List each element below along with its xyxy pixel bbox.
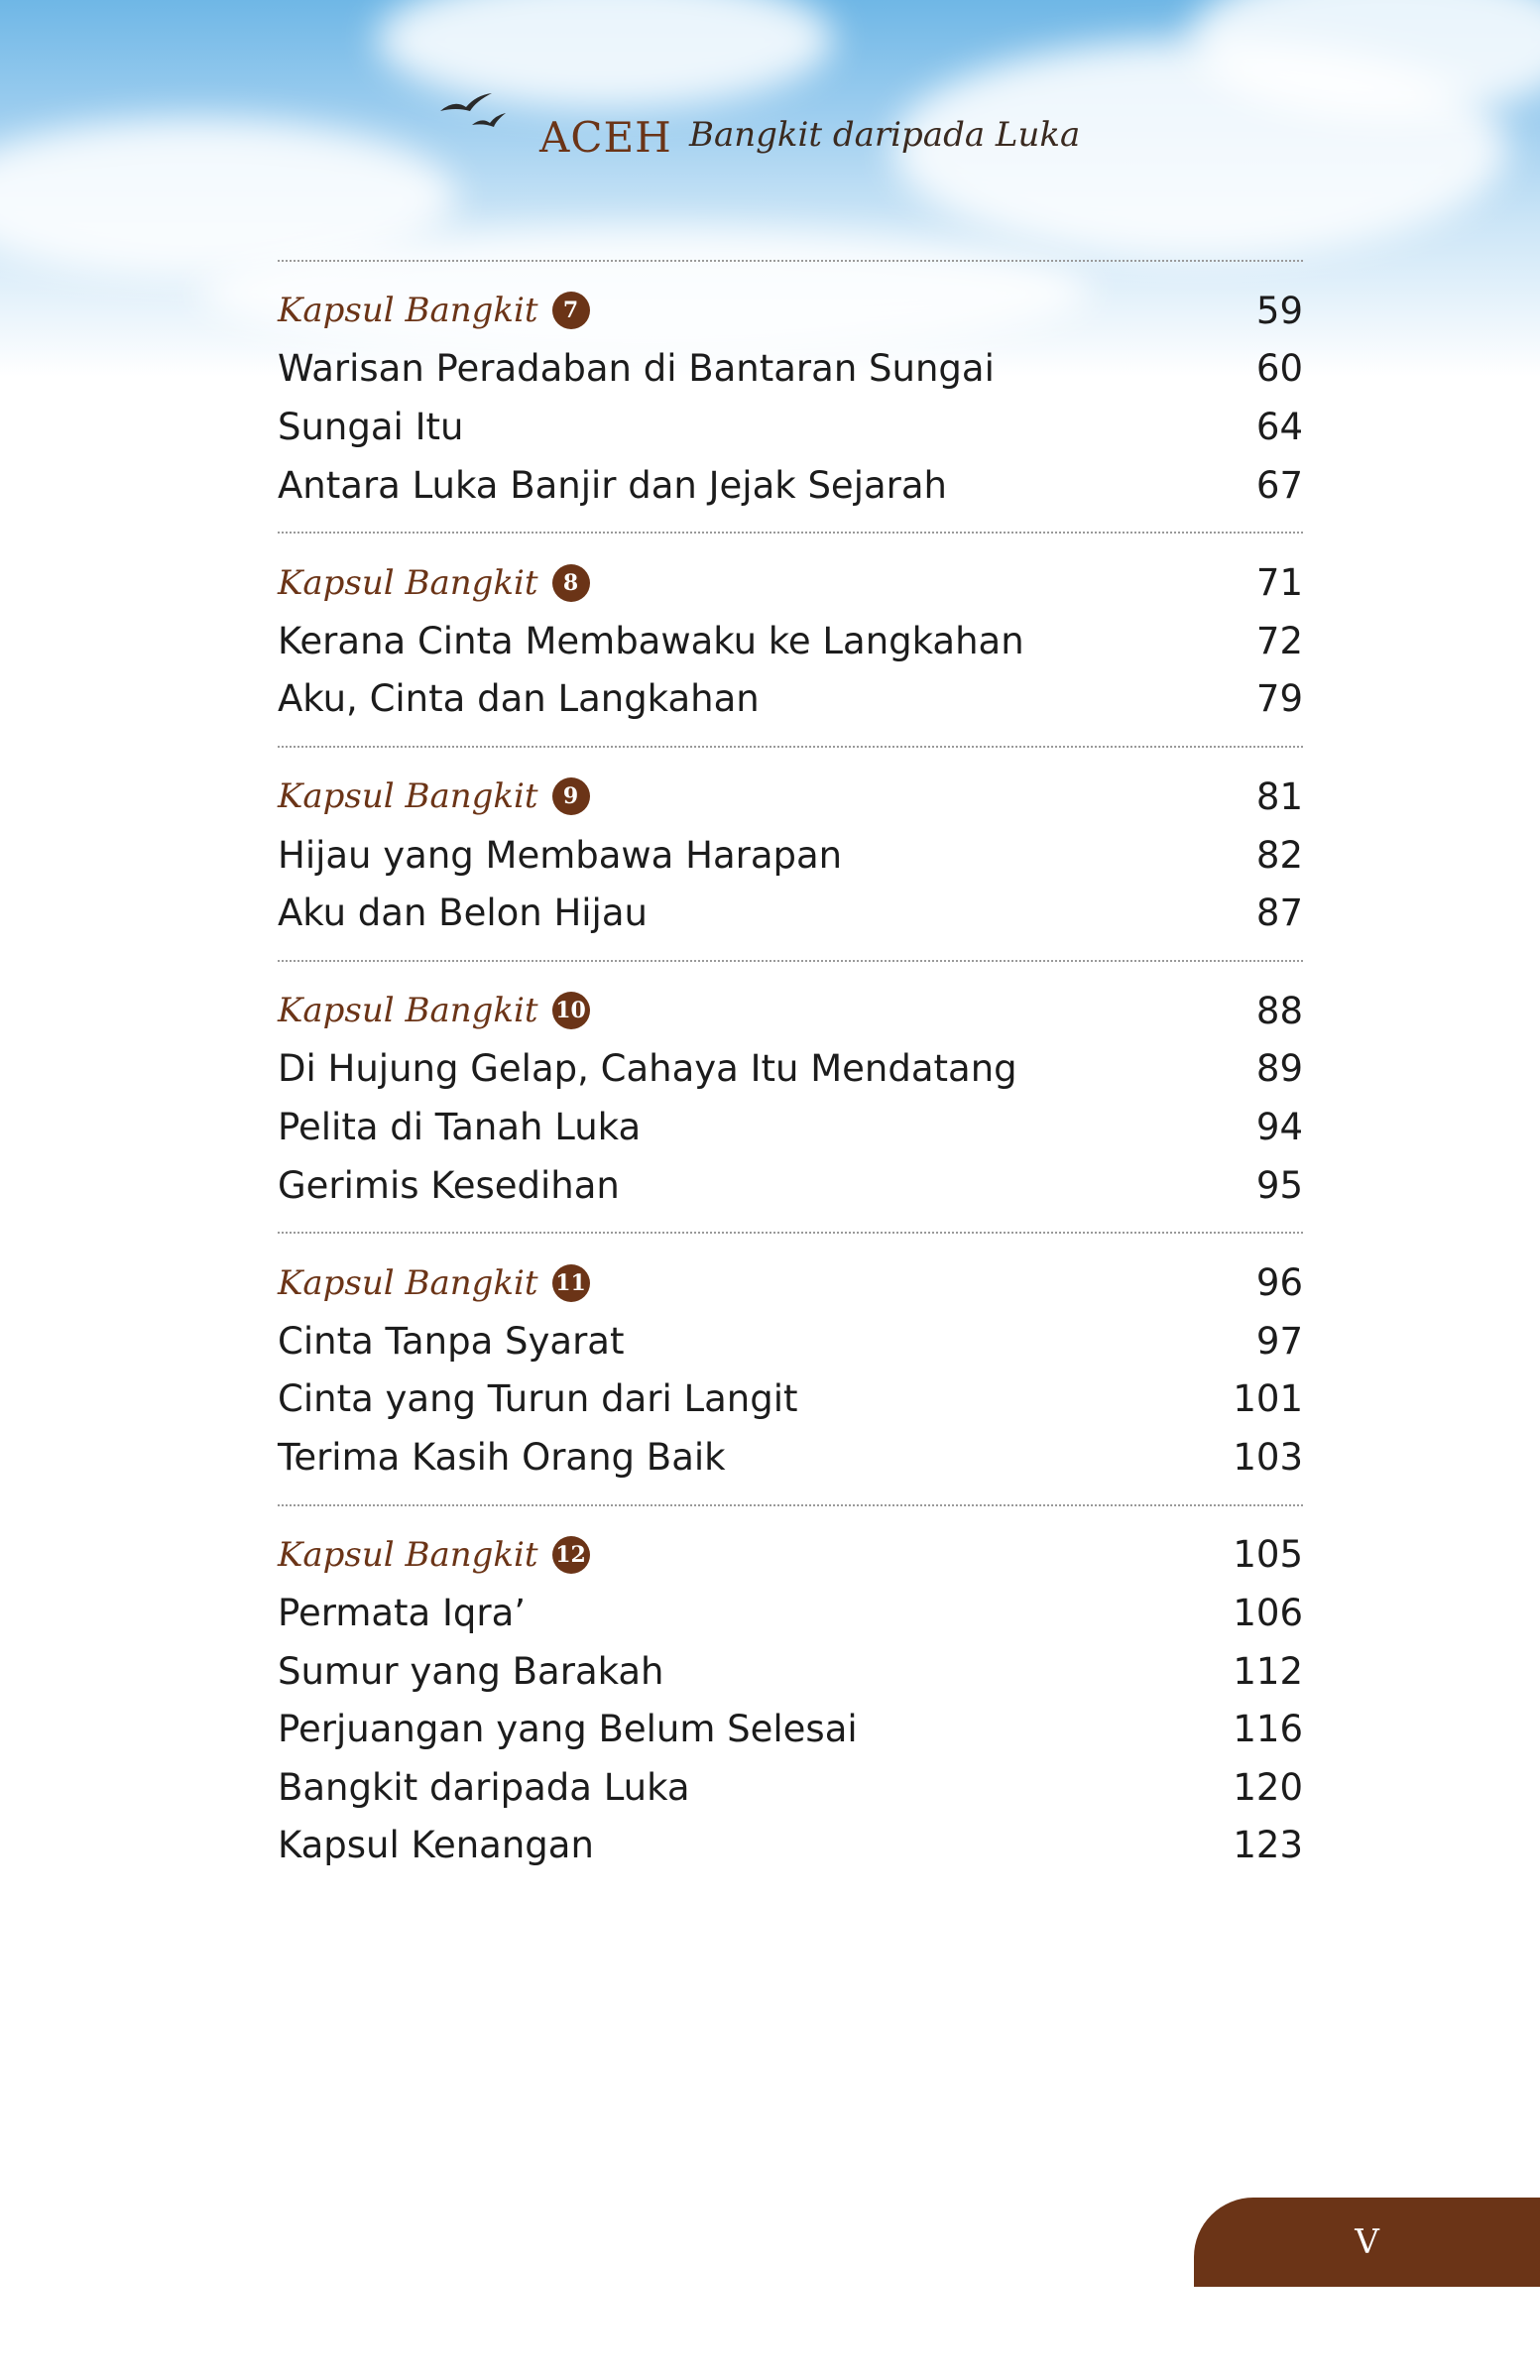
toc-entry[interactable]	[278, 1700, 1303, 1758]
page-number: 82	[1255, 833, 1303, 877]
running-header	[436, 85, 1130, 175]
page-number: 123	[1233, 1824, 1303, 1867]
section-label: Kapsul Bangkit	[278, 776, 538, 817]
toc-section	[278, 1234, 1303, 1503]
section-number-badge: 11	[552, 1264, 590, 1302]
folio: V	[1355, 2222, 1379, 2262]
toc-section	[278, 748, 1303, 960]
toc-section	[278, 534, 1303, 746]
entry-title: Gerimis Kesedihan	[278, 1163, 620, 1207]
page-number: 71	[1255, 561, 1303, 605]
entry-title: Antara Luka Banjir dan Jejak Sejarah	[278, 463, 947, 507]
page-number: 101	[1233, 1377, 1303, 1421]
page-number: 106	[1233, 1592, 1303, 1635]
entry-title: Aku, Cinta dan Langkahan	[278, 677, 760, 721]
toc-section-header[interactable]	[278, 768, 1303, 826]
page-number: 67	[1255, 463, 1303, 507]
toc-section-header[interactable]	[278, 1526, 1303, 1585]
page-number: 72	[1255, 619, 1303, 662]
toc-entry[interactable]	[278, 1584, 1303, 1642]
page-number: 89	[1255, 1047, 1303, 1091]
page-number: 96	[1255, 1261, 1303, 1305]
section-number-badge: 10	[552, 992, 590, 1029]
page-number: 88	[1255, 989, 1303, 1032]
toc-section-header[interactable]	[278, 982, 1303, 1040]
entry-title: Kerana Cinta Membawaku ke Langkahan	[278, 619, 1024, 662]
page-number: 105	[1233, 1533, 1303, 1577]
section-label: Kapsul Bangkit	[278, 991, 538, 1031]
page-number: 60	[1255, 347, 1303, 391]
entry-title: Aku dan Belon Hijau	[278, 892, 648, 935]
entry-title: Hijau yang Membawa Harapan	[278, 833, 843, 877]
toc-entry[interactable]	[278, 826, 1303, 885]
page-number: 59	[1255, 289, 1303, 332]
toc-entry[interactable]	[278, 612, 1303, 670]
entry-title: Perjuangan yang Belum Selesai	[278, 1708, 858, 1751]
page-number: 97	[1255, 1319, 1303, 1363]
section-number-badge: 8	[552, 564, 590, 602]
toc-entry[interactable]	[278, 1758, 1303, 1817]
toc-section	[278, 262, 1303, 532]
toc-entry[interactable]	[278, 884, 1303, 942]
entry-title: Cinta yang Turun dari Langit	[278, 1377, 798, 1421]
section-label: Kapsul Bangkit	[278, 1534, 538, 1575]
toc-entry[interactable]	[278, 1370, 1303, 1429]
entry-title: Permata Iqra’	[278, 1592, 527, 1635]
toc-entry[interactable]	[278, 1817, 1303, 1875]
page-number: 116	[1233, 1708, 1303, 1751]
entry-title: Warisan Peradaban di Bantaran Sungai	[278, 347, 995, 391]
page-number-tab	[1194, 2198, 1540, 2287]
toc-section-header[interactable]	[278, 553, 1303, 612]
toc-entry[interactable]	[278, 1098, 1303, 1156]
toc-section	[278, 962, 1303, 1232]
section-label: Kapsul Bangkit	[278, 562, 538, 603]
page-number: 87	[1255, 892, 1303, 935]
toc-section-header[interactable]	[278, 1253, 1303, 1312]
book-title: ACEH	[539, 113, 672, 162]
section-label: Kapsul Bangkit	[278, 291, 538, 331]
toc-entry[interactable]	[278, 1040, 1303, 1099]
section-number-badge: 9	[552, 777, 590, 815]
toc-entry[interactable]	[278, 456, 1303, 515]
toc-entry[interactable]	[278, 340, 1303, 399]
entry-title: Bangkit daripada Luka	[278, 1765, 690, 1809]
entry-title: Di Hujung Gelap, Cahaya Itu Mendatang	[278, 1047, 1017, 1091]
page-number: 120	[1233, 1765, 1303, 1809]
table-of-contents	[278, 260, 1303, 1892]
birds-icon	[436, 85, 535, 145]
section-number-badge: 12	[552, 1536, 590, 1574]
toc-entry[interactable]	[278, 1642, 1303, 1701]
toc-entry[interactable]	[278, 1156, 1303, 1215]
toc-entry[interactable]	[278, 670, 1303, 729]
page-number: 94	[1255, 1105, 1303, 1148]
toc-entry[interactable]	[278, 398, 1303, 456]
toc-section-header[interactable]	[278, 282, 1303, 340]
page-number: 95	[1255, 1163, 1303, 1207]
entry-title: Sungai Itu	[278, 405, 464, 448]
toc-section	[278, 1506, 1303, 1893]
entry-title: Terima Kasih Orang Baik	[278, 1435, 726, 1479]
book-subtitle: Bangkit daripada Luka	[689, 115, 1081, 155]
page-number: 112	[1233, 1649, 1303, 1693]
page-number: 81	[1255, 774, 1303, 818]
toc-entry[interactable]	[278, 1428, 1303, 1487]
page-number: 103	[1233, 1435, 1303, 1479]
section-number-badge: 7	[552, 292, 590, 329]
entry-title: Sumur yang Barakah	[278, 1649, 664, 1693]
entry-title: Cinta Tanpa Syarat	[278, 1319, 625, 1363]
section-label: Kapsul Bangkit	[278, 1262, 538, 1303]
toc-entry[interactable]	[278, 1312, 1303, 1370]
page-number: 64	[1255, 405, 1303, 448]
entry-title: Pelita di Tanah Luka	[278, 1105, 642, 1148]
entry-title: Kapsul Kenangan	[278, 1824, 594, 1867]
page-number: 79	[1255, 677, 1303, 721]
